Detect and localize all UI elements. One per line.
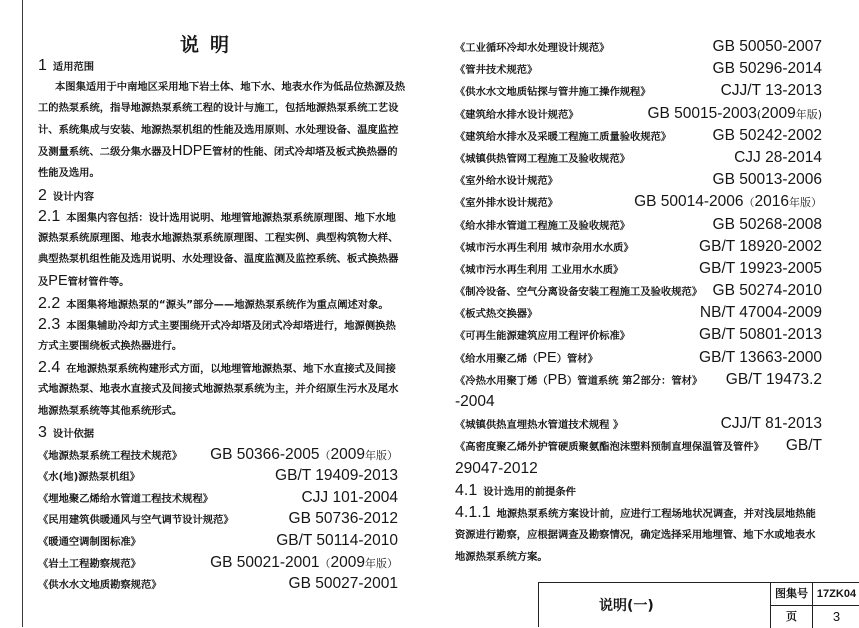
reference-title: 《可再生能源建筑应用工程评价标准》: [455, 330, 631, 343]
reference-code-continued: [455, 458, 833, 480]
section-title: 设计内容: [52, 190, 95, 203]
clause-line: [38, 314, 416, 336]
reference-code: [275, 465, 398, 488]
paragraph-line: 计、系统集成与安装、地源热泵机组的性能及选用原则、水处理设备、温度监控: [38, 123, 399, 136]
latin-text-run: 2009: [330, 553, 365, 571]
reference-item: [38, 530, 398, 552]
latin-text-run: NB/T 47004-2009: [699, 304, 822, 322]
reference-code: [721, 80, 822, 103]
section-heading: [38, 422, 416, 444]
reference-item: [455, 324, 822, 346]
reference-title: 《室外给水设计规范》: [455, 175, 558, 188]
reference-title: 《岩土工程勘察规范》: [38, 557, 141, 570]
reference-code: [713, 214, 822, 237]
paragraph-line: 地源热泵系统方案。: [455, 551, 548, 564]
reference-code: [699, 236, 822, 259]
latin-text-run: GB 50027-2001: [288, 575, 398, 593]
reference-code: [699, 347, 822, 370]
reference-item: [455, 36, 822, 58]
reference-code: [713, 280, 822, 303]
clause-number: 4.1.1: [455, 503, 491, 521]
latin-text-run: GB/T: [785, 437, 822, 455]
reference-title: 《城市污水再生利用 工业用水水质》: [455, 263, 624, 276]
reference-item: [455, 169, 822, 191]
latin-text-run: 29047-2012: [455, 459, 538, 477]
section-number: 2: [38, 186, 47, 204]
reference-code: [289, 508, 398, 531]
reference-code: [700, 302, 822, 325]
clause-line: [38, 357, 416, 379]
reference-code: GB 50015-2003(2009年版): [647, 104, 822, 122]
latin-text-run: GB/T 18920-2002: [699, 237, 822, 255]
section-heading: [455, 480, 833, 502]
reference-item: [455, 302, 822, 324]
left-column: [38, 55, 416, 595]
paragraph-line: 工的热泵系统，指导地源热泵系统工程的设计与施工，包括地源热泵系统工艺设: [38, 102, 399, 115]
right-column: [455, 36, 833, 569]
latin-text-run: PE: [48, 272, 68, 289]
latin-text-run: 2009: [761, 104, 796, 122]
reference-item: [455, 280, 822, 302]
atlas-number-label: 图集号: [775, 587, 808, 600]
reference-item: [455, 435, 822, 457]
latin-text-run: GB/T 19409-2013: [275, 467, 398, 485]
paragraph-line: 及测量系统、二级分集水器及HDPE管材的性能、闭式冷却塔及板式换热器的: [38, 143, 398, 160]
reference-code: [301, 487, 398, 510]
reference-item: [455, 236, 822, 258]
reference-title: 《管井技术规范》: [455, 64, 538, 77]
reference-title: 《冷热水用聚丁烯（PB）管道系统 第2部分：管材》: [455, 371, 703, 388]
latin-text-run: GB 50050-2007: [712, 38, 822, 55]
section-title: 设计依据: [52, 428, 95, 441]
latin-text-run: PE: [537, 349, 557, 366]
reference-item: [455, 258, 822, 280]
reference-code: [713, 169, 822, 192]
reference-code: GB 50366-2005（2009年版）: [210, 445, 398, 463]
clause-text: 本图集辅助冷却方式主要围绕开式冷却塔及闭式冷却塔进行，地源侧换热: [66, 320, 396, 333]
clause-line: [455, 502, 833, 524]
latin-text-run: GB 50366-2005: [210, 445, 320, 463]
title-block: [538, 582, 859, 627]
paragraph-line: 典型热泵机组性能及选用说明、水处理设备、温度监测及监控系统、板式换热器: [38, 253, 399, 266]
reference-title: 《水(地)源热泵机组》: [38, 471, 141, 484]
page-title: 说明: [180, 34, 241, 56]
paragraph-line: 资源进行勘察，应根据调查及勘察情况，确定选择采用地埋管、地下水或地表水: [455, 529, 816, 542]
reference-code: GB 50021-2001（2009年版）: [210, 553, 398, 571]
latin-text-run: CJJ/T 13-2013: [720, 82, 822, 100]
reference-item: [455, 80, 822, 102]
latin-text-run: HDPE: [171, 143, 213, 160]
latin-text-run: 2016: [754, 193, 789, 211]
reference-title: 《室外排水设计规范》: [455, 197, 558, 210]
reference-item: [455, 147, 822, 169]
latin-text-run: CJJ 101-2004: [301, 488, 398, 506]
reference-title: 《板式热交换器》: [455, 308, 538, 321]
latin-text-run: GB 50015-2003: [647, 104, 757, 122]
reference-title: 《给水排水管道工程施工及验收规范》: [455, 219, 631, 232]
reference-title: 《工业循环冷却水处理设计规范》: [455, 42, 610, 54]
latin-text-run: GB 50296-2014: [712, 60, 822, 78]
latin-text-run: GB/T 19923-2005: [699, 259, 822, 277]
reference-item: [455, 103, 822, 125]
reference-item: [38, 552, 398, 574]
paragraph-line: 式地源热泵、地表水直接式及间接式地源热泵系统为主，并介绍原生污水及尾水: [38, 382, 399, 395]
clause-line: [38, 293, 416, 315]
latin-text-run: GB/T 50114-2010: [276, 532, 398, 550]
latin-text-run: GB 50014-2006: [634, 193, 744, 211]
latin-text-run: GB 50274-2010: [712, 282, 822, 300]
reference-title: 《建筑给水排水及采暖工程施工质量验收规范》: [455, 130, 672, 143]
reference-title: 《城镇供热管网工程施工及验收规范》: [455, 152, 631, 165]
clause-number: 2.3: [38, 316, 61, 334]
page-number: 3: [832, 609, 841, 624]
latin-text-run: GB 50021-2001: [210, 553, 320, 571]
reference-code: [713, 125, 822, 148]
reference-code: [786, 435, 822, 458]
paragraph-line: 本图集适用于中南地区采用地下岩土体、地下水、地表水作为低品位热源及热: [55, 80, 406, 93]
reference-item: [38, 573, 398, 595]
latin-text-run: CJJ 28-2014: [734, 148, 822, 166]
latin-text-run: GB 50013-2006: [712, 171, 822, 189]
reference-title: 《民用建筑供暖通风与空气调节设计规范》: [38, 514, 234, 527]
latin-text-run: GB 50242-2002: [712, 126, 822, 144]
clause-number: 2.4: [38, 359, 61, 377]
reference-title: 《给水用聚乙烯（PE）管材》: [455, 349, 598, 366]
reference-code-continued: [455, 391, 833, 413]
reference-code: [276, 530, 398, 553]
reference-item: [455, 125, 822, 147]
reference-item: [455, 369, 822, 391]
atlas-number: 17ZK04: [816, 588, 857, 600]
reference-code: [699, 324, 822, 347]
paragraph-line: 方式主要围绕板式换热器进行。: [38, 339, 183, 352]
section-heading: [38, 55, 416, 77]
reference-title: 《高密度聚乙烯外护管硬质聚氨酯泡沫塑料预制直埋保温管及管件》: [455, 441, 764, 454]
section-title: 设计选用的前提条件: [483, 485, 576, 498]
paragraph-line: 及PE管材管件等。: [38, 272, 130, 289]
clause-number: 2.1: [38, 208, 61, 226]
latin-text-run: PB: [547, 371, 568, 388]
paragraph-line: 地源热泵系统等其他系统形式。: [38, 404, 183, 417]
clause-line: [38, 206, 416, 228]
reference-title: 《埋地聚乙烯给水管道工程技术规程》: [38, 492, 214, 505]
clause-text: 地源热泵系统方案设计前，应进行工程场地状况调查，并对浅层地热能: [496, 507, 816, 520]
reference-item: [38, 508, 398, 530]
latin-text-run: GB/T 50801-2013: [699, 326, 822, 344]
page-label: 页: [786, 610, 797, 623]
section-title: 适用范围: [52, 61, 95, 73]
reference-title: 《城镇供热直埋热水管道技术规程 》: [455, 419, 624, 432]
paragraph-line: 性能及选用。: [38, 166, 100, 179]
latin-text-run: GB/T 13663-2000: [699, 348, 822, 366]
latin-text-run: GB 50268-2008: [712, 215, 822, 233]
reference-code: [726, 369, 822, 392]
reference-title: 《城市污水再生利用 城市杂用水水质》: [455, 241, 634, 254]
reference-title: 《供水水文地质钻探与管井施工操作规程》: [455, 86, 651, 99]
section-heading: [38, 185, 416, 207]
reference-item: [38, 465, 398, 487]
latin-text-run: GB 50736-2012: [288, 510, 398, 528]
reference-code: [699, 258, 822, 281]
latin-text-run: CJJ/T 81-2013: [720, 415, 822, 433]
paragraph-line: 源热泵系统原理图、地表水地源热泵系统原理图、工程实例、典型构筑物大样、: [38, 231, 399, 244]
reference-item: [38, 487, 398, 509]
clause-text: 在地源热泵系统构建形式方面，以地埋管地源热泵、地下水直接式及间接: [66, 363, 396, 376]
reference-code: [734, 147, 822, 170]
reference-item: [455, 413, 822, 435]
reference-code: GB 50014-2006（2016年版）: [634, 193, 822, 211]
reference-code: [713, 58, 822, 81]
reference-code: [721, 413, 822, 436]
section-number: 1: [38, 57, 47, 74]
reference-item: [455, 347, 822, 369]
clause-text: 本图集内容包括：设计选用说明、地埋管地源热泵系统原理图、地下水地: [66, 212, 396, 225]
latin-text-run: 2009: [330, 445, 365, 463]
latin-text-run: GB/T 19473.2: [725, 370, 822, 388]
reference-title: 《暖通空调制图标准》: [38, 536, 141, 549]
reference-item: [38, 444, 398, 466]
reference-item: [455, 191, 822, 213]
reference-title: 《建筑给水排水设计规范》: [455, 108, 579, 121]
clause-text: 本图集将地源热泵的“源头”部分——地源热泵系统作为重点阐述对象。: [66, 298, 389, 311]
reference-title: 《地源热泵系统工程技术规范》: [38, 449, 183, 462]
reference-item: [455, 214, 822, 236]
latin-text-run: 2: [632, 371, 641, 388]
binding-margin-line: [22, 0, 23, 627]
section-number: 3: [38, 424, 47, 442]
section-number: 4.1: [455, 481, 478, 499]
latin-text-run: -2004: [455, 393, 495, 410]
reference-item: [455, 58, 822, 80]
drawing-title: 说明(一): [599, 598, 654, 614]
clause-number: 2.2: [38, 294, 61, 312]
reference-title: 《供水水文地质勘察规范》: [38, 579, 162, 592]
reference-title: 《制冷设备、空气分离设备安装工程施工及验收规范》: [455, 286, 703, 299]
reference-code: [713, 36, 822, 59]
reference-code: [289, 573, 398, 596]
